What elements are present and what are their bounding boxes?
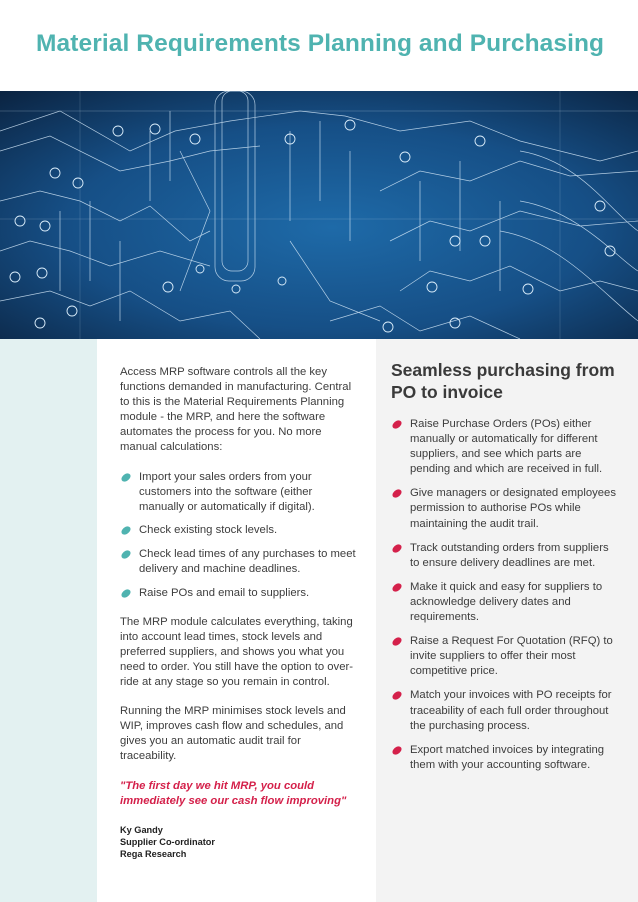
right-column [391, 360, 621, 787]
attribution-role: Supplier Co-ordinator [120, 836, 215, 847]
list-item: Export matched invoices by integrating them with your accounting software. [391, 743, 621, 773]
attribution-name: Ky Gandy [120, 824, 163, 835]
page-title: Material Requirements Planning and Purchasing [36, 30, 605, 57]
testimonial-quote: "The first day we hit MRP, you could immediately see our cash flow improving" [120, 779, 347, 808]
section-heading: Seamless purchasing from PO to invoice [391, 360, 615, 402]
list-item: Make it quick and easy for suppliers to acknowledge delivery dates and requirements. [391, 580, 621, 625]
bullet-icon [120, 549, 132, 560]
intro-paragraph: Access MRP software controls all the key functions demanded in manufacturing. Central to this is the Material Requirements Planning module - the MRP, and here the software automates the process for you. No more manual calculations: [120, 366, 352, 454]
left-decorative-strip [0, 339, 97, 902]
left-column [120, 365, 360, 860]
bullet-icon [391, 582, 403, 593]
bullet-icon [120, 472, 132, 483]
list-item: Raise POs and email to suppliers. [120, 586, 360, 601]
list-item: Raise a Request For Quotation (RFQ) to invite suppliers to offer their most competitive price. [391, 634, 621, 679]
bullet-icon [391, 745, 403, 756]
bullet-icon [391, 489, 403, 500]
mrp-feature-list [120, 470, 360, 601]
bullet-icon [391, 419, 403, 430]
bullet-icon [391, 636, 403, 647]
testimonial-attribution [120, 824, 360, 860]
bullet-icon [120, 526, 132, 537]
purchasing-feature-list [391, 417, 621, 773]
mrp-benefits-paragraph: Running the MRP minimises stock levels and WIP, improves cash flow and schedules, and gives you an automatic audit trail for traceability. [120, 705, 346, 763]
mrp-calculation-paragraph: The MRP module calculates everything, taking into account lead times, stock levels and preferred suppliers, and shows you what you need to order. You still have the option to over-ride at any stage so you remain in control. [120, 615, 354, 689]
list-item: Match your invoices with PO receipts for traceability of each full order throughout the purchasing process. [391, 688, 621, 733]
bullet-icon [120, 588, 132, 599]
bullet-icon [391, 543, 403, 554]
list-item: Check existing stock levels. [120, 523, 360, 538]
list-item: Check lead times of any purchases to meet delivery and machine deadlines. [120, 547, 360, 577]
list-item: Track outstanding orders from suppliers to ensure delivery deadlines are met. [391, 541, 621, 571]
blueprint-hero-image [0, 91, 638, 339]
bullet-icon [391, 691, 403, 702]
list-item: Raise Purchase Orders (POs) either manually or automatically for different suppliers, and see which parts are pending and which are received in full. [391, 417, 621, 477]
list-item: Import your sales orders from your customers into the software (either manually or automatically if digital). [120, 470, 360, 515]
attribution-company: Rega Research [120, 848, 187, 859]
list-item: Give managers or designated employees permission to authorise POs while maintaining the audit trail. [391, 486, 621, 531]
